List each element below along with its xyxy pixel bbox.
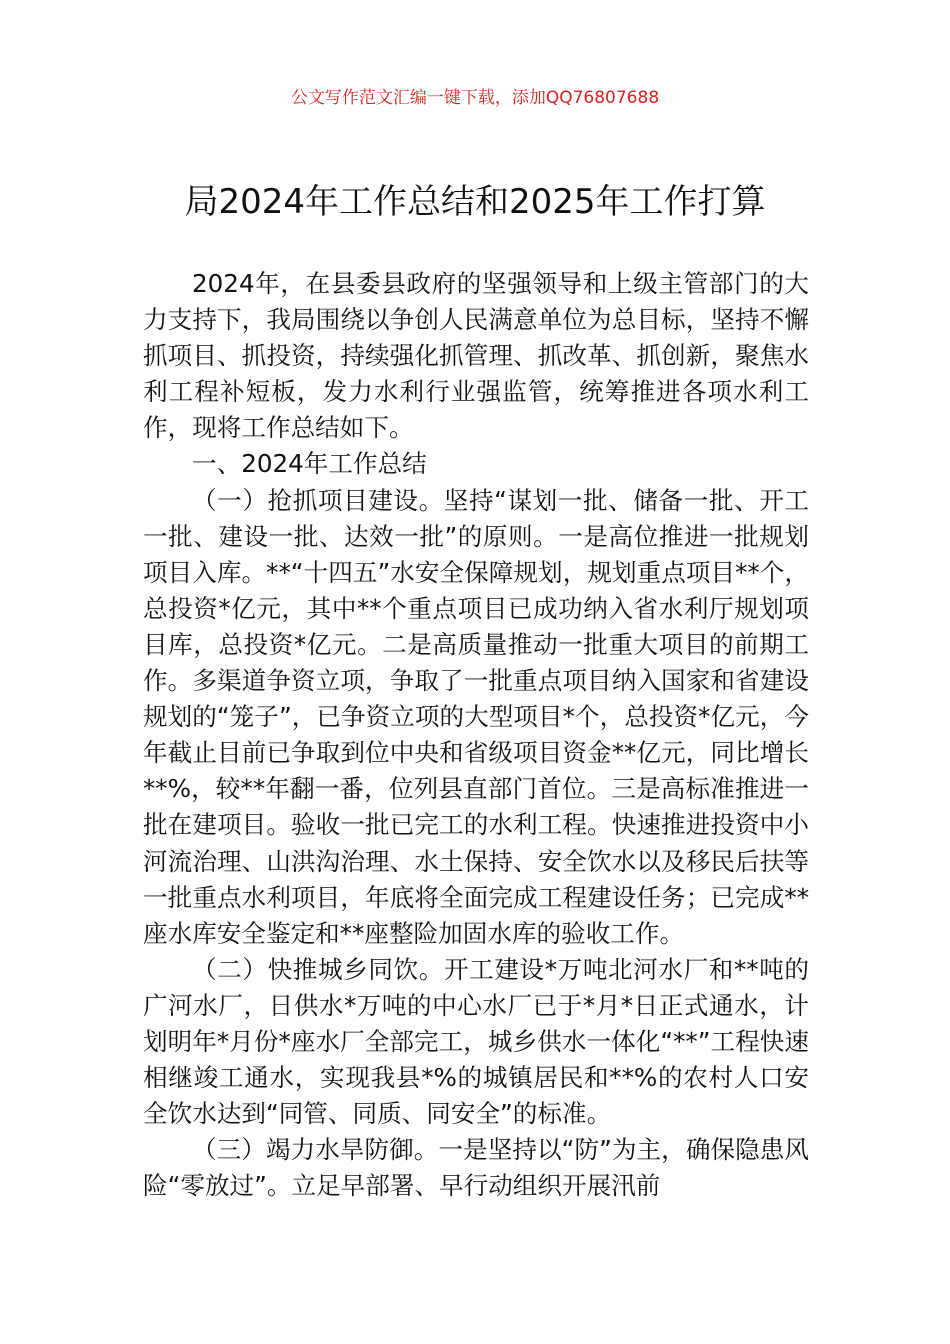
- section-heading: 一、2024年工作总结: [192, 449, 427, 479]
- promo-banner: 公文写作范文汇编一键下载，添加QQ76807688: [290, 88, 660, 108]
- project-construction-paragraph: （一）抢抓项目建设。坚持“谋划一批、储备一批、开工一批、建设一批、达效一批”的原则。一是高位推进一批规划项目入库。**“十四五”水安全保障规划，规划重点项目**个，总投资*亿元，其中**个重点项目已成功纳入省水利厅规划项目库，总投资*亿元。二是高质量推动一批重大项目的前期工作。多渠道争资立项，争取了一批重点项目纳入国家和省建设规划的“笼子”，已争资立项的大型项目*个，总投资*亿元，今年截止目前已争取到位中央和省级项目资金**亿元，同比增长**%，较**年翻一番，位列县直部门首位。三是高标准推进一批在建项目。验收一批已完工的水利工程。快速推进投资中小河流治理、山洪沟治理、水土保持、安全饮水以及移民后扶等一批重点水利项目，年底将全面完成工程建设任务；已完成**座水库安全鉴定和**座整险加固水库的验收工作。: [143, 485, 809, 948]
- urban-rural-water-paragraph: （二）快推城乡同饮。开工建设*万吨北河水厂和**吨的广河水厂，日供水*万吨的中心水厂已于*月*日正式通水，计划明年*月份*座水厂全部完工，城乡供水一体化“**”工程快速相继竣工通水，实现我县*%的城镇居民和**%的农村人口安全饮水达到“同管、同质、同安全”的标准。: [143, 954, 809, 1129]
- intro-paragraph: 2024年，在县委县政府的坚强领导和上级主管部门的大力支持下，我局围绕以争创人民满意单位为总目标，坚持不懈抓项目、抓投资，持续强化抓管理、抓改革、抓创新，聚焦水利工程补短板，发力水利行业强监管，统筹推进各项水利工作，现将工作总结如下。: [143, 269, 809, 443]
- document-body: [143, 266, 809, 1204]
- document-title: 局2024年工作总结和2025年工作打算: [184, 182, 766, 222]
- flood-drought-paragraph: （三）竭力水旱防御。一是坚持以“防”为主，确保隐患风险“零放过”。立足早部署、早行动组织开展汛前: [143, 1135, 809, 1201]
